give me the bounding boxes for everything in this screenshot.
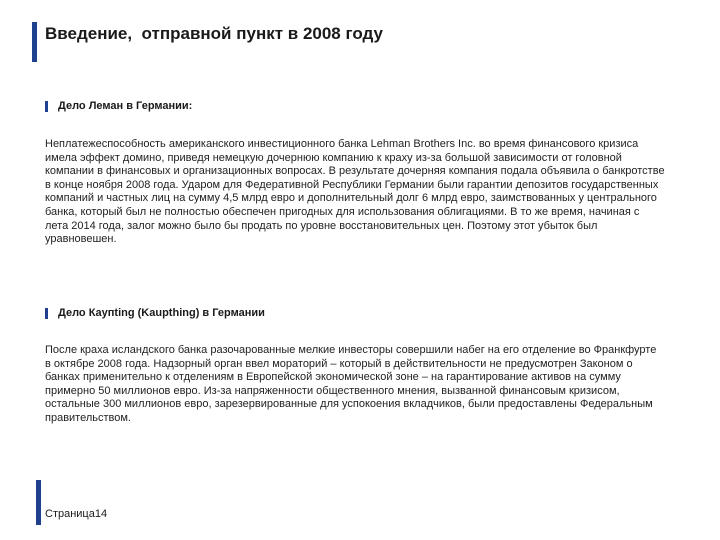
footer-accent-bar bbox=[36, 480, 41, 525]
title-accent-bar bbox=[32, 22, 37, 62]
section-1-body: Неплатежеспособность американского инвестиционного банка Lehman Brothers Inc. во время финансового кризиса имела эффект домино, приведя немецкую дочернюю компанию к краху из-за большой зависимости от головной компании в финансовых и организационных вопросах. В результате дочерняя компания подала объявила о банкротстве в конце ноября 2008 года. Ударом для Федеративной Республики Германии были гарантии депозитов государственных компаний и частных лиц на сумму 4,5 млрд евро и дополнительный долг 6 млрд евро, заимствованных у центрального банка, который был не полностью обеспечен пригодных для использования облигациями. В то же время, начиная с лета 2014 года, залог можно было бы продать по уровне восстановительных цен. Поэтому этот убыток был уравновешен. bbox=[45, 138, 665, 246]
section-2-body: После краха исландского банка разочарованные мелкие инвесторы совершили набег на его отделение во Франкфурте в октябре 2008 года. Надзорный орган ввел мораторий – который в действительности не предусмотрен Законом о банках применительно к отделениям в Европейской экономической зоне – на гарантирование активов на сумму примерно 50 миллионов евро. Из-за напряженности общественного мнения, вызванной финансовым кризисом, остальные 300 миллионов евро, зарезервированные для успокоения вкладчиков, были предоставлены Федеральным правительством. bbox=[45, 344, 657, 424]
page-title: Введение, отправной пункт в 2008 году bbox=[45, 24, 383, 43]
section-2-marker bbox=[45, 308, 48, 319]
section-2-heading: Дело Каупting (Kaupthing) в Германии bbox=[58, 307, 265, 319]
section-1-marker bbox=[45, 101, 48, 112]
section-1-heading: Дело Леман в Германии: bbox=[58, 100, 193, 112]
page-number: Страница14 bbox=[45, 508, 108, 520]
